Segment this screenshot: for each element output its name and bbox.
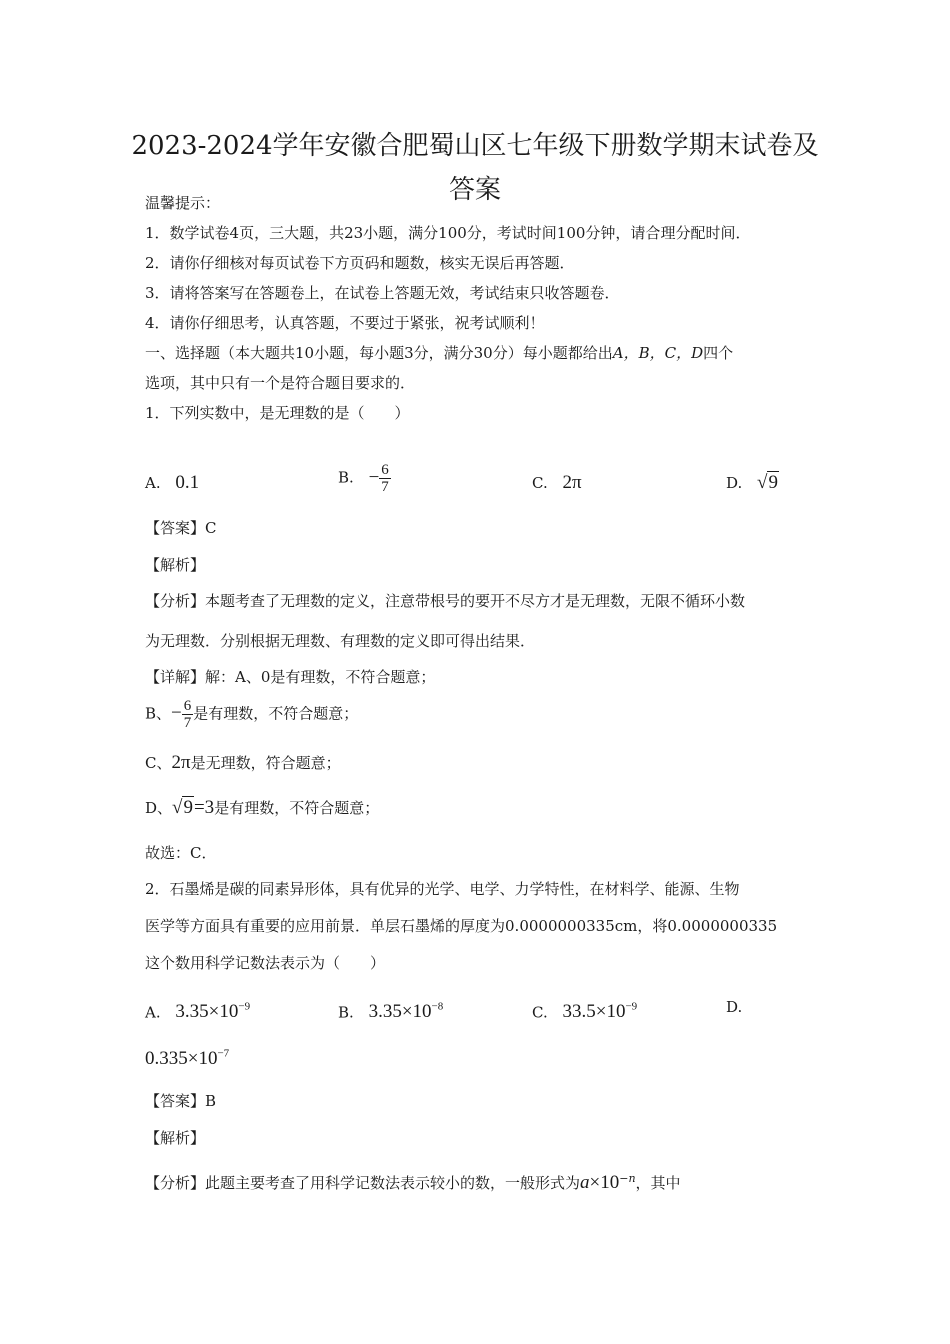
q1-option-c-value: 2π: [562, 472, 582, 493]
q2-stem-line3: 这个数用科学记数法表示为（ ）: [145, 954, 386, 972]
sci-base: 3.35×10: [175, 1001, 239, 1023]
q2-option-c-label: C.: [532, 1003, 548, 1022]
q1-detail-a: 【详解】解：A、0是有理数，不符合题意；: [145, 668, 436, 686]
section1-heading: [145, 342, 810, 364]
q2-option-c: [532, 996, 637, 1023]
q2-stem-line2: 医学等方面具有重要的应用前景．单层石墨烯的厚度为0.0000000335cm，将0.0000000335: [145, 917, 778, 935]
sci-exponent: −8: [431, 1001, 444, 1013]
q2-answer: 【答案】B: [145, 1092, 217, 1110]
q2-option-d-math: [145, 1048, 229, 1069]
q1-detail-b: [145, 698, 810, 731]
q2-fenxi-var: a: [580, 1172, 590, 1193]
document-title-line2: 答案: [448, 175, 501, 205]
q1-detail-c-value: 2π: [171, 752, 191, 773]
q1-answer: 【答案】C: [145, 519, 217, 537]
q1-option-a-value: 0.1: [175, 472, 200, 493]
q1-detail-c-text: 是无理数，符合题意；: [190, 754, 341, 772]
q1-option-d-value: [757, 472, 779, 493]
q1-detail-c-prefix: C、: [145, 754, 172, 772]
q1-option-d: [726, 472, 779, 494]
fraction-numerator: 6: [381, 462, 389, 478]
q1-detail-b-text: 是有理数，不符合题意；: [193, 704, 359, 723]
q1-detail-d-eq: =3: [193, 797, 215, 818]
q1-detail-b-sign: −: [171, 702, 182, 724]
q2-option-a-label: A.: [145, 1003, 161, 1022]
q1-stem: 1．下列实数中，是无理数的是（ ）: [145, 404, 410, 422]
q1-detail-d: [145, 797, 810, 819]
section1-letters: A，B，C，D: [612, 344, 704, 362]
tip-2: 2．请你仔细核对每页试卷下方页码和题数，核实无误后再答题．: [145, 254, 575, 272]
section1-heading-cont: 选项，其中只有一个是符合题目要求的．: [145, 374, 416, 392]
q2-option-b: [338, 996, 443, 1023]
q1-option-b-fraction: [379, 462, 391, 495]
fraction-numerator: 6: [183, 698, 192, 714]
q2-stem-line1: 2．石墨烯是碳的同素异形体，具有优异的光学、电学、力学特性，在材料学、能源、生物: [145, 880, 740, 898]
q1-option-c: [532, 472, 582, 494]
document-title-line1: 2023-2024学年安徽合肥蜀山区七年级下册数学期末试卷及: [131, 131, 819, 161]
q2-fenxi-tail: ，其中: [635, 1174, 681, 1192]
q2-option-a-value: [175, 1001, 250, 1022]
q1-detail-d-text: 是有理数，不符合题意；: [214, 799, 380, 817]
sqrt-symbol: √: [172, 797, 183, 818]
tip-1: 1．数学试卷4页，三大题，共23小题，满分100分，考试时间100分钟，请合理分配时间．: [145, 224, 751, 242]
q2-fenxi-mid: ×10: [589, 1172, 620, 1193]
q1-option-a: [145, 472, 199, 494]
q2-option-d-value: [145, 1043, 229, 1070]
sci-base: 0.335×10: [145, 1048, 218, 1070]
q1-fenxi-line1: 【分析】本题考查了无理数的定义，注意带根号的要开不尽方才是无理数，无限不循环小数: [145, 592, 746, 610]
q2-option-b-value: [369, 1001, 444, 1022]
tip-3: 3．请将答案写在答题卷上，在试卷上答题无效，考试结束只收答题卷．: [145, 284, 620, 302]
section1-heading-text: 一、选择题（本大题共10小题，每小题3分，满分30分）每小题都给出: [145, 344, 613, 362]
q1-fenxi-line2: 为无理数．分别根据无理数、有理数的定义即可得出结果．: [145, 632, 536, 650]
tips-heading: 温馨提示：: [145, 194, 221, 212]
q1-option-b-label: B.: [338, 468, 354, 487]
sci-base: 3.35×10: [368, 1001, 432, 1023]
q1-detail-c: [145, 752, 810, 774]
q2-option-c-value: [563, 1001, 638, 1022]
q1-analysis-heading: 【解析】: [145, 556, 206, 574]
sci-base: 33.5×10: [562, 1001, 626, 1023]
sci-exponent: −7: [217, 1048, 230, 1060]
q2-fenxi-prefix: 【分析】此题主要考查了用科学记数法表示较小的数，一般形式为: [145, 1174, 581, 1192]
sqrt-symbol: √: [757, 472, 768, 493]
q1-option-b: [338, 462, 391, 495]
q1-option-c-label: C.: [532, 474, 548, 492]
fraction-denominator: 7: [183, 715, 192, 731]
q1-detail-d-root: [172, 796, 194, 818]
q1-detail-d-prefix: D、: [145, 799, 173, 817]
q2-option-a: [145, 996, 250, 1023]
q1-detail-b-fraction: [182, 698, 194, 731]
q2-fenxi-exp: −n: [619, 1172, 636, 1185]
sqrt-radicand: 9: [768, 472, 778, 493]
q2-option-d-label: D.: [726, 998, 743, 1016]
q2-fenxi-line1: [145, 1168, 810, 1194]
sci-exponent: −9: [238, 1001, 251, 1013]
q1-option-d-label: D.: [726, 474, 743, 492]
q2-option-b-label: B.: [338, 1003, 354, 1022]
fraction-denominator: 7: [381, 479, 389, 495]
q1-option-b-sign: −: [368, 466, 380, 488]
q1-detail-b-prefix: B、: [145, 704, 172, 723]
sci-exponent: −9: [625, 1001, 638, 1013]
section1-tail: 四个: [703, 344, 734, 362]
q1-conclusion: 故选：C．: [145, 844, 217, 862]
q2-analysis-heading: 【解析】: [145, 1129, 206, 1147]
sqrt-radicand: 9: [183, 797, 193, 818]
q1-option-a-label: A.: [145, 474, 161, 492]
tip-4: 4．请你仔细思考，认真答题，不要过于紧张，祝考试顺利！: [145, 314, 545, 332]
